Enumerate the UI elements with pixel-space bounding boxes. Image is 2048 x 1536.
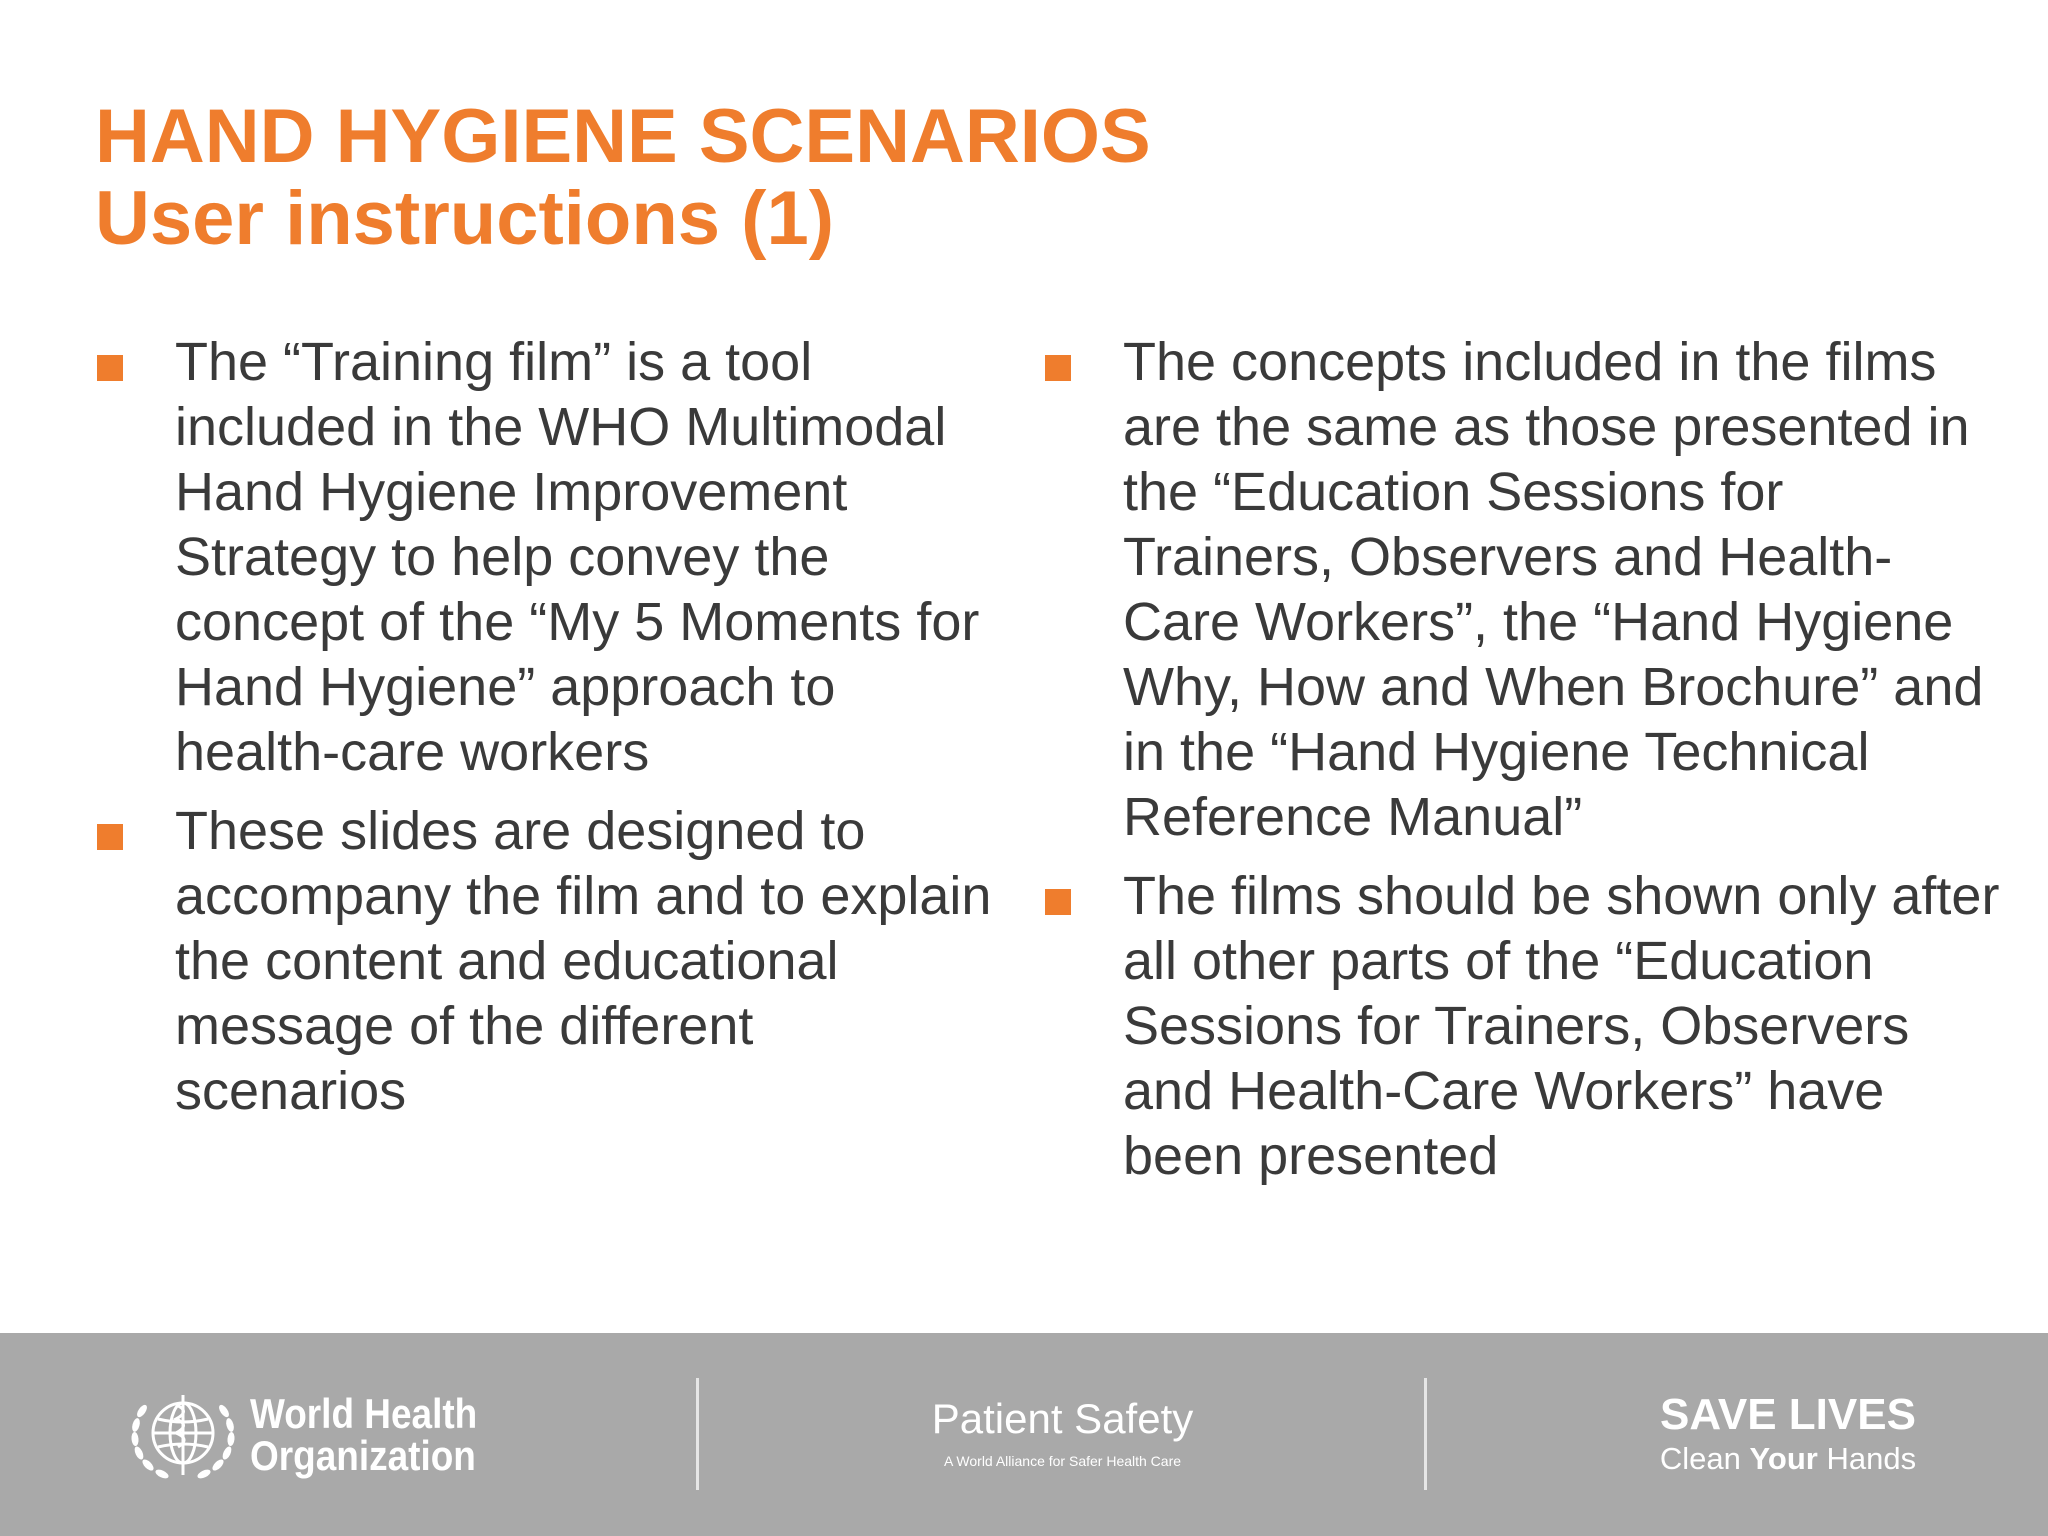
who-emblem-icon (118, 1381, 248, 1491)
save-lives-title: SAVE LIVES (1660, 1390, 1916, 1439)
patient-safety-logo (925, 1395, 1200, 1471)
left-column (95, 330, 995, 1138)
save-lives-word-clean: Clean (1659, 1441, 1741, 1476)
square-bullet-icon (1045, 355, 1071, 381)
patient-safety-subtitle: A World Alliance for Safer Health Care (943, 1453, 1182, 1469)
right-column (1043, 330, 2003, 1203)
footer-bar (0, 1333, 2048, 1536)
who-wordmark (250, 1390, 478, 1479)
save-lives-logo (1653, 1391, 1923, 1479)
bullet-item (1043, 864, 2003, 1189)
square-bullet-icon (97, 355, 123, 381)
save-lives-word-hands: Hands (1826, 1441, 1917, 1476)
square-bullet-icon (97, 824, 123, 850)
bullet-text: These slides are designed to accompany the film and to explain the content and educational message of the different scenarios (175, 801, 992, 1121)
bullet-text: The “Training film” is a tool included in the WHO Multimodal Hand Hygiene Improvement Strategy to help convey the concept of the “My 5 Moments for Hand Hygiene” approach to health-care workers (175, 332, 980, 782)
save-lives-subtitle (1653, 1439, 1923, 1479)
square-bullet-icon (1045, 889, 1071, 915)
bullet-item (95, 799, 995, 1124)
footer-divider (696, 1378, 699, 1490)
bullet-item (95, 330, 995, 785)
bullet-text: The concepts included in the films are the same as those presented in the “Education Sessions for Trainers, Observers and Health-Care Workers”, the “Hand Hygiene Why, How and When Brochure” and in the “Hand Hygiene Technical Reference Manual” (1123, 332, 1984, 847)
bullet-text: The films should be shown only after all other parts of the “Education Sessions for Trainers, Observers and Health-Care Workers” have been presented (1123, 866, 2000, 1186)
save-lives-word-your: Your (1749, 1441, 1818, 1476)
slide-title-line1: HAND HYGIENE SCENARIOS (95, 94, 1151, 179)
bullet-item (1043, 330, 2003, 850)
slide-title (95, 96, 1151, 260)
who-line1: World Health (250, 1390, 478, 1437)
who-line2: Organization (250, 1432, 476, 1479)
slide-title-line2: User instructions (1) (95, 176, 835, 261)
footer-divider (1424, 1378, 1427, 1490)
patient-safety-title: Patient Safety (931, 1395, 1194, 1442)
